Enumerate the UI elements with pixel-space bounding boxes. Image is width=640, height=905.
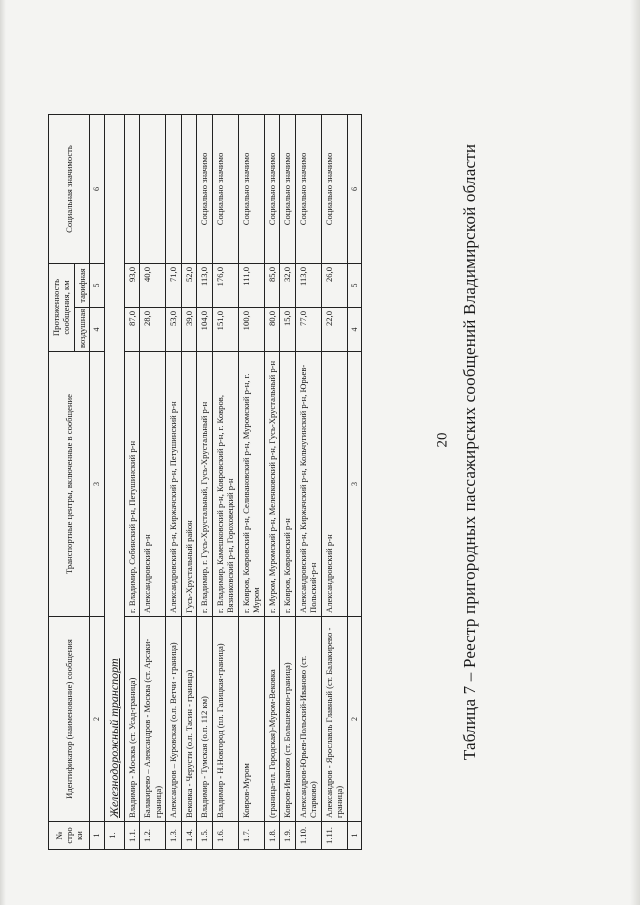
footer-index-3: 3: [347, 352, 362, 617]
row-num: 1.11.: [321, 822, 347, 850]
row-id: Владимир - Н.Новгород (пл. Галицкая-граница): [212, 617, 238, 822]
row-num: 1.8.: [264, 822, 279, 850]
row-social: Социально значимо: [321, 114, 347, 263]
row-id: Александров – Куровская (о.п. Ветчи - граница): [166, 617, 181, 822]
row-social: Социально значимо: [264, 114, 279, 263]
row-centers: г. Ковров, Ковровский р-н, Селивановский р-н, Муромский р-н, г. Муром: [238, 352, 264, 617]
footer-index-6: 6: [347, 114, 362, 263]
row-id: Балакирево – Александров - Москва (ст. Арсаки-граница): [140, 617, 166, 822]
row-tariff-distance: 40,0: [140, 263, 166, 307]
col-index-3: 3: [90, 352, 105, 617]
table-row: [238, 114, 264, 849]
table-row: [264, 114, 279, 849]
row-air-distance: 28,0: [140, 308, 166, 352]
row-id: Александров - Ярославль Главный (ст. Балакирево - граница): [321, 617, 347, 822]
row-air-distance: 151,0: [212, 308, 238, 352]
row-tariff-distance: 111,0: [238, 263, 264, 307]
row-tariff-distance: 52,0: [181, 263, 196, 307]
row-social: Социально значимо: [295, 114, 321, 263]
row-social: [181, 114, 196, 263]
rotated-table: [48, 115, 428, 850]
row-air-distance: 77,0: [295, 308, 321, 352]
row-num: 1.3.: [166, 822, 181, 850]
table-row: [212, 114, 238, 849]
header-centers: Транспортные центры, включенные в сообщение: [49, 352, 90, 617]
row-air-distance: 39,0: [181, 308, 196, 352]
footer-index-1: 1: [347, 822, 362, 850]
table-row: [166, 114, 181, 849]
header-length: Протяженность сообщения, км: [49, 263, 75, 351]
row-centers: г. Владимир, Собинский р-н, Петушинский р-н: [124, 352, 139, 617]
footer-index-5: 5: [347, 263, 362, 307]
row-tariff-distance: 85,0: [264, 263, 279, 307]
row-centers: г. Ковров, Ковровский р-н: [280, 352, 295, 617]
row-num: 1.9.: [280, 822, 295, 850]
header-tariff: тарифная: [74, 263, 89, 307]
table-row: [181, 114, 196, 849]
row-num: 1.6.: [212, 822, 238, 850]
row-centers: Александровский р-н, Киржачский р-н, Петушинский р-н: [166, 352, 181, 617]
col-index-5: 5: [90, 263, 105, 307]
row-num: 1.2.: [140, 822, 166, 850]
row-id: Владимир - Москва (ст. Усад-граница): [124, 617, 139, 822]
row-tariff-distance: 32,0: [280, 263, 295, 307]
row-air-distance: 15,0: [280, 308, 295, 352]
footer-index-4: 4: [347, 308, 362, 352]
row-tariff-distance: 176,0: [212, 263, 238, 307]
row-centers: г. Владимир, г. Гусь-Хрустальный, Гусь-Хрустальный р-н: [197, 352, 212, 617]
row-id: Владимир - Тумская (о.п. 112 км): [197, 617, 212, 822]
row-centers: г. Муром, Муромский р-н, Меленковский р-н, Гусь-Хрустальный р-н: [264, 352, 279, 617]
row-air-distance: 104,0: [197, 308, 212, 352]
col-index-1: 1: [90, 822, 105, 850]
table-row: [295, 114, 321, 849]
row-social: Социально значимо: [197, 114, 212, 263]
row-num: 1.4.: [181, 822, 196, 850]
col-index-2: 2: [90, 617, 105, 822]
row-centers: Александровский р-н, Киржачский р-н, Кольчугинский р-н, Юрьев-Польский-р-н: [295, 352, 321, 617]
row-id: Ковров-Муром: [238, 617, 264, 822]
registry-table: [48, 114, 362, 850]
header-num: № стро ки: [49, 822, 90, 850]
row-air-distance: 100,0: [238, 308, 264, 352]
row-air-distance: 53,0: [166, 308, 181, 352]
row-id: Вековка - Черусти (о.п. Тасин - граница): [181, 617, 196, 822]
row-centers: Александровский р-н: [140, 352, 166, 617]
table-row: [197, 114, 212, 849]
row-social: Социально значимо: [280, 114, 295, 263]
header-social: Социальная значимость: [49, 114, 90, 263]
row-centers: Александровский р-н: [321, 352, 347, 617]
header-row: [49, 114, 75, 849]
row-centers: Гусь-Хрустальный район: [181, 352, 196, 617]
col-index-4: 4: [90, 308, 105, 352]
header-id: Идентификатор (наименование) сообщения: [49, 617, 90, 822]
row-id: (граница-пл. Городская)-Муром-Вековка: [264, 617, 279, 822]
table-row: [140, 114, 166, 849]
row-id: Ковров-Иваново (ст. Большеково-граница): [280, 617, 295, 822]
row-id: Александров-Юрьев-Польский-Иваново (ст. Старково): [295, 617, 321, 822]
row-air-distance: 80,0: [264, 308, 279, 352]
section-num: 1.: [105, 822, 125, 850]
page-number: 20: [434, 432, 451, 448]
col-index-6: 6: [90, 114, 105, 263]
row-social: [140, 114, 166, 263]
section-label: Железнодорожный транспорт: [105, 114, 125, 821]
table-title: Таблица 7 – Реестр пригородных пассажирских сообщений Владимирской области: [460, 143, 479, 761]
row-air-distance: 22,0: [321, 308, 347, 352]
column-index-row: [90, 114, 105, 849]
table-row: [280, 114, 295, 849]
header-air: воздушная: [74, 308, 89, 352]
row-num: 1.5.: [197, 822, 212, 850]
section-row: [105, 114, 125, 849]
row-social: [166, 114, 181, 263]
row-air-distance: 87,0: [124, 308, 139, 352]
row-social: Социально значимо: [212, 114, 238, 263]
row-tariff-distance: 26,0: [321, 263, 347, 307]
table-row: [321, 114, 347, 849]
row-tariff-distance: 113,0: [295, 263, 321, 307]
row-centers: г. Владимир, Камешковский р-н, Ковровский р-н, г. Ковров, Вязниковский р-н, Гороховецкий р-н: [212, 352, 238, 617]
row-social: Социально значимо: [238, 114, 264, 263]
row-tariff-distance: 113,0: [197, 263, 212, 307]
footer-index-2: 2: [347, 617, 362, 822]
row-num: 1.7.: [238, 822, 264, 850]
row-social: [124, 114, 139, 263]
row-tariff-distance: 93,0: [124, 263, 139, 307]
rotated-table-container: [48, 115, 428, 850]
column-index-footer: [347, 114, 362, 849]
row-num: 1.1.: [124, 822, 139, 850]
row-tariff-distance: 71,0: [166, 263, 181, 307]
row-num: 1.10.: [295, 822, 321, 850]
table-row: [124, 114, 139, 849]
